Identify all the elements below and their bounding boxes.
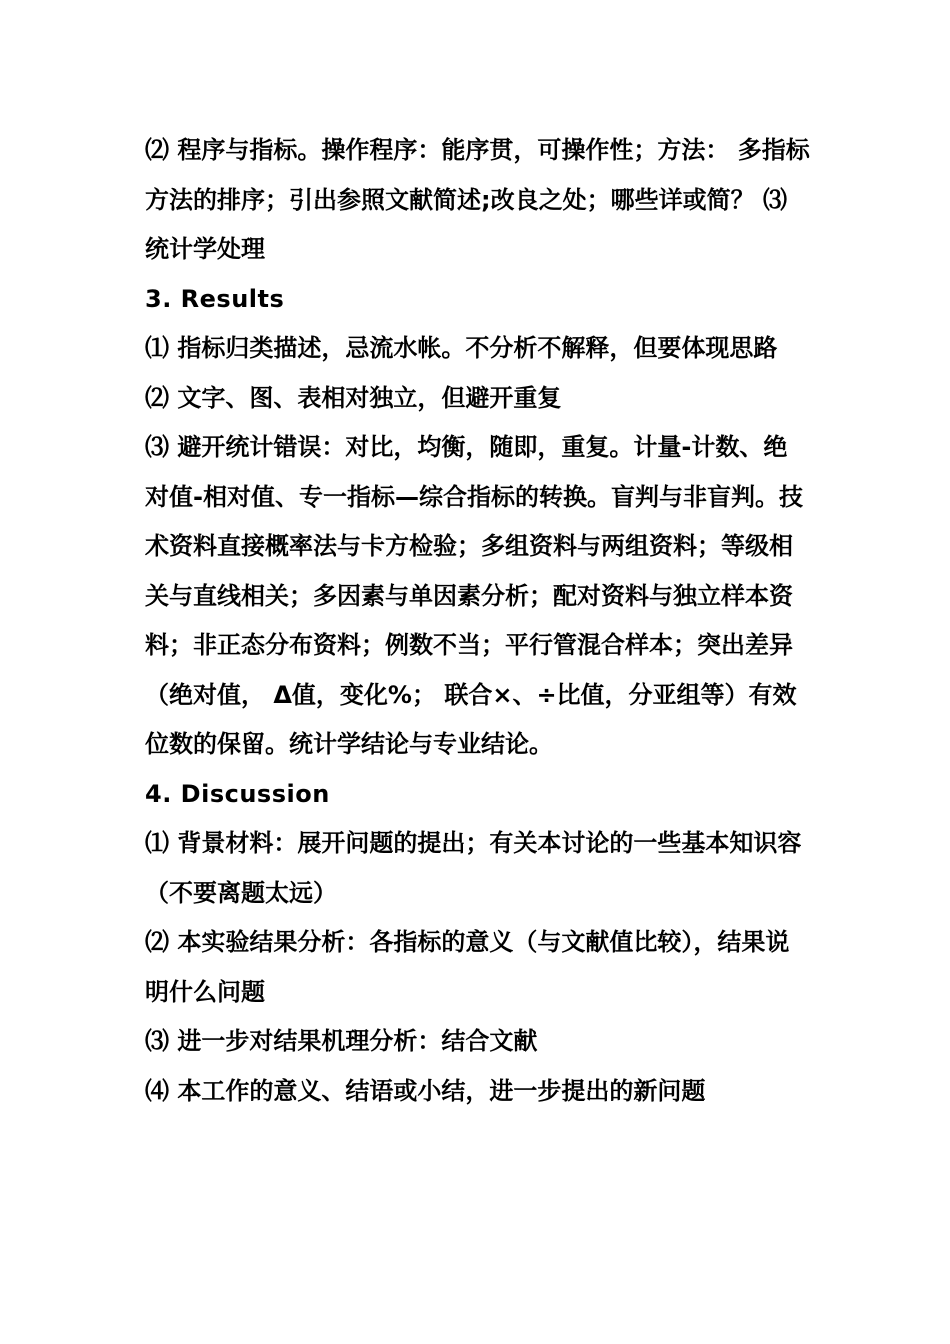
paragraph-results-3: ⑶ 避开统计错误：对比，均衡，随即，重复。计量-计数、绝对值-相对值、专一指标—综合指标的转换。盲判与非盲判。技术资料直接概率法与卡方检验；多组资料与两组资料；等级相关与直线相关；多因素与单因素分析；配对资料与独立样本资料；非正态分布资料；例数不当；平行管混合样本；突出差异（绝对值， Δ值，变化%； 联合×、÷比值，分亚组等）有效位数的保留。统计学结论与专业结论。 — [145, 433, 803, 758]
paragraph-discussion-1: ⑴ 背景材料：展开问题的提出；有关本讨论的一些基本知识容（不要离题太远） — [145, 829, 802, 907]
paragraph-procedures-indicators: ⑵ 程序与指标。操作程序：能序贯，可操作性；方法： 多指标方法的排序；引出参照文献简述;改良之处；哪些详或简？ ⑶ 统计学处理 — [145, 136, 810, 263]
section-heading-discussion: 4. Discussion — [145, 779, 330, 808]
paragraph-results-2: ⑵ 文字、图、表相对独立，但避开重复 — [145, 383, 562, 412]
document-page — [145, 126, 810, 1116]
section-heading-results: 3. Results — [145, 284, 285, 313]
paragraph-results-1: ⑴ 指标归类描述，忌流水帐。不分析不解释，但要体现思路 — [145, 334, 778, 362]
paragraph-discussion-4: ⑷ 本工作的意义、结语或小结，进一步提出的新问题 — [145, 1076, 706, 1105]
paragraph-discussion-3: ⑶ 进一步对结果机理分析：结合文献 — [145, 1027, 538, 1055]
paragraph-discussion-2: ⑵ 本实验结果分析：各指标的意义（与文献值比较），结果说明什么问题 — [145, 928, 790, 1006]
